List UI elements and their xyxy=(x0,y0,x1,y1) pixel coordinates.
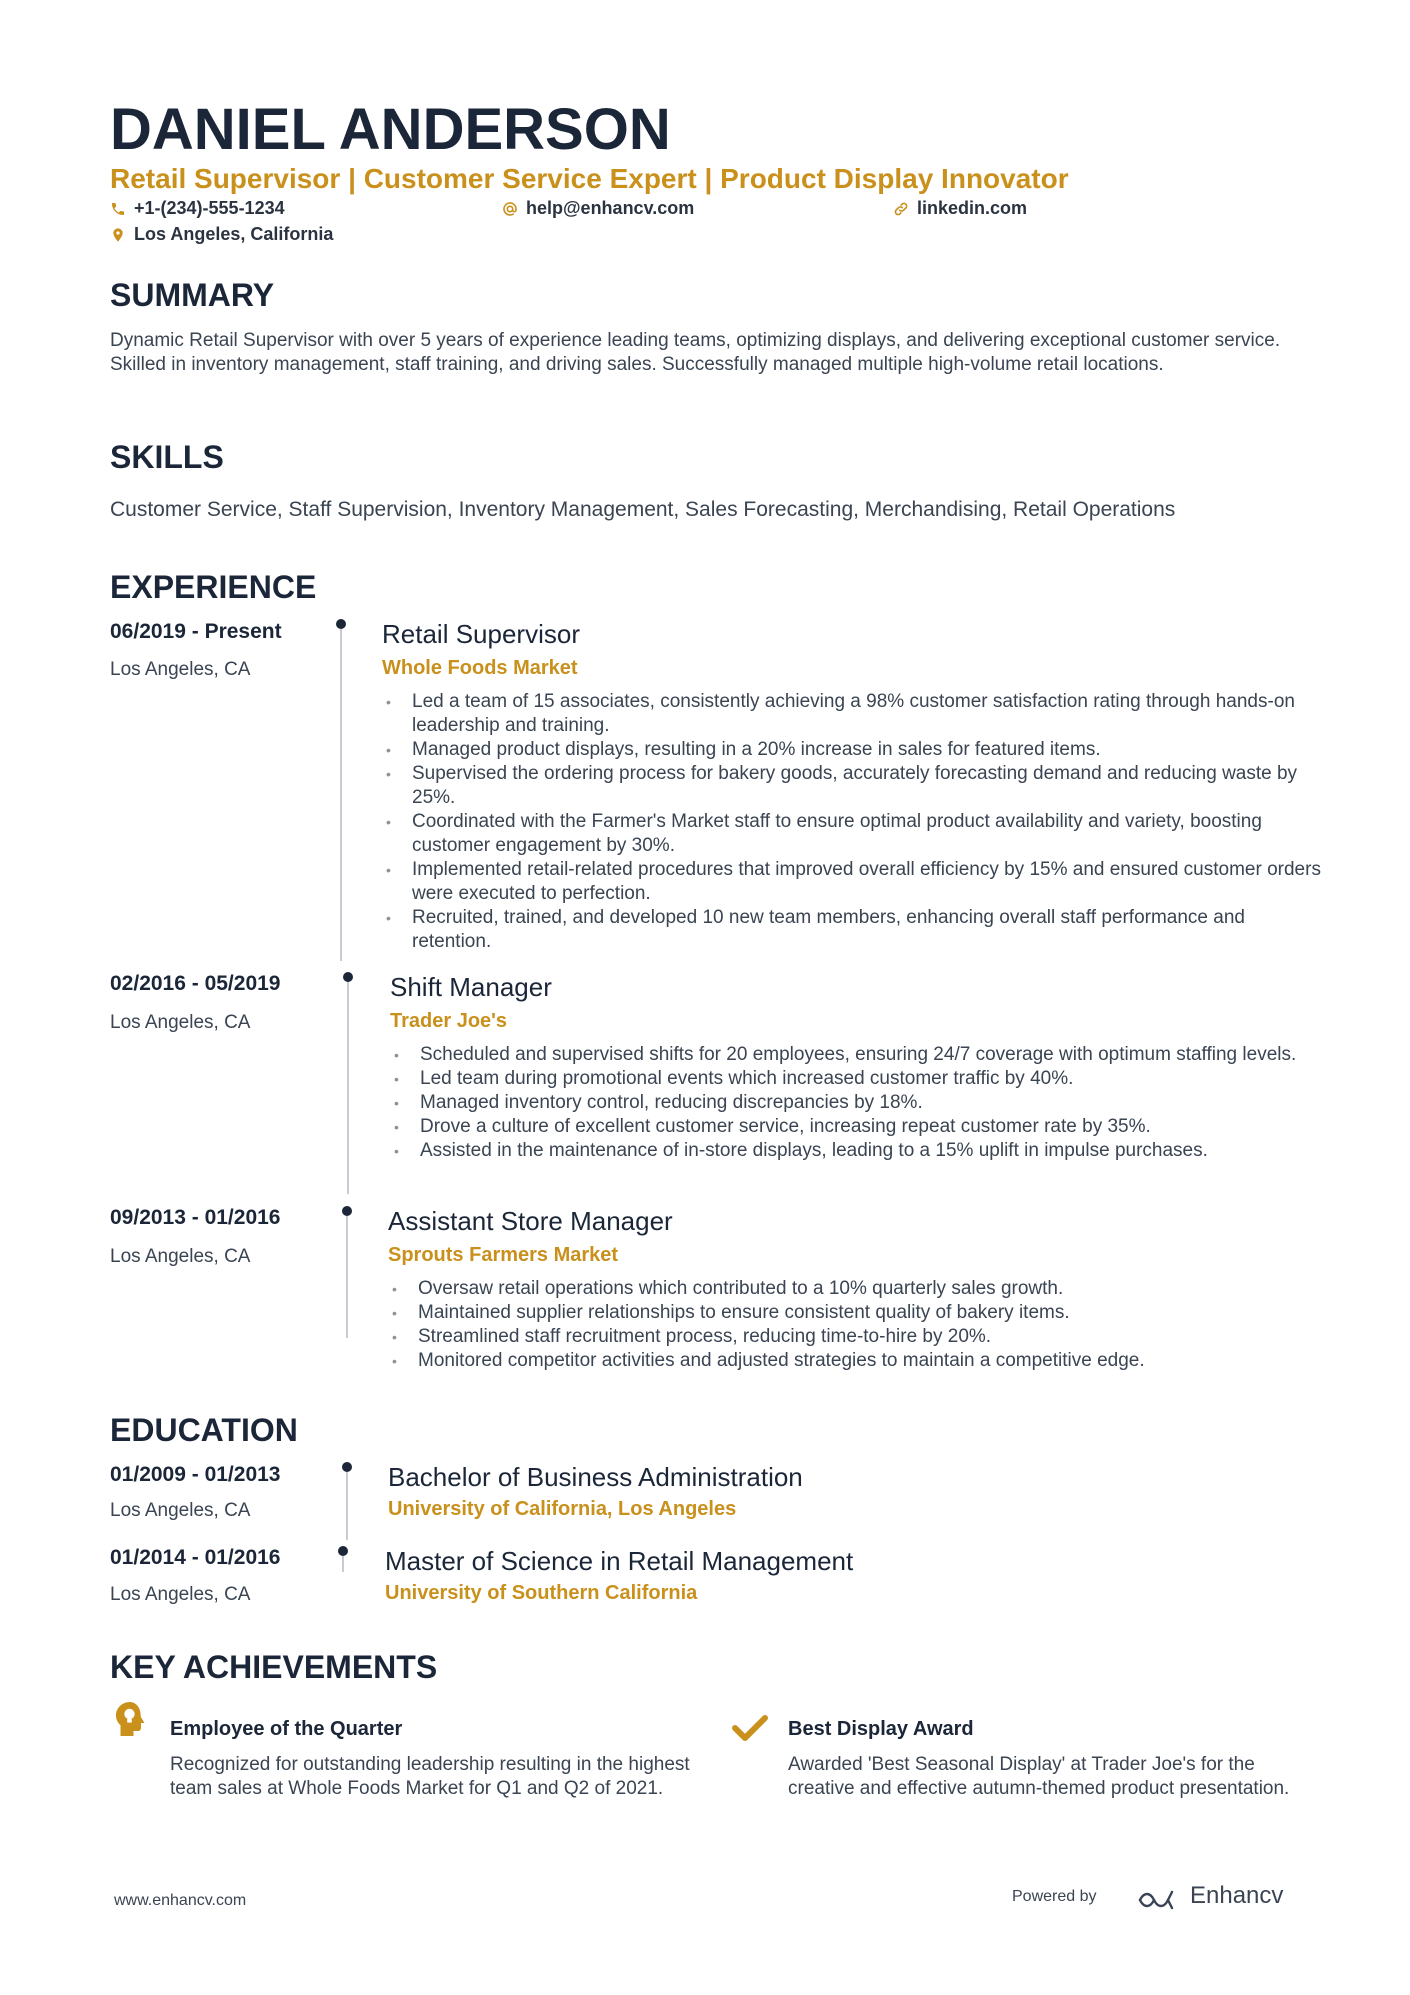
list-item: • Recruited, trained, and developed 10 new team members, enhancing overall staff performance and retention. xyxy=(382,906,1322,954)
list-item: • Implemented retail-related procedures that improved overall efficiency by 15% and ensured customer orders were executed to perfection. xyxy=(382,858,1322,906)
job-dates: 02/2016 - 05/2019 xyxy=(110,972,281,995)
job-role: Shift Manager xyxy=(390,972,552,1002)
job-dates: 06/2019 - Present xyxy=(110,620,282,643)
timeline-dot xyxy=(343,972,353,982)
job-location: Los Angeles, CA xyxy=(110,659,251,680)
contact-phone xyxy=(110,198,285,219)
job-bullets xyxy=(388,1277,1328,1373)
enhancv-logo-icon xyxy=(1136,1888,1182,1912)
job-location: Los Angeles, CA xyxy=(110,1246,251,1267)
footer-website[interactable]: www.enhancv.com xyxy=(114,1892,247,1909)
timeline-dot xyxy=(336,619,346,629)
timeline-line xyxy=(347,982,349,1194)
timeline-line xyxy=(346,1472,348,1540)
job-bullets xyxy=(390,1043,1330,1163)
at-icon xyxy=(502,201,518,217)
list-item: • Supervised the ordering process for bakery goods, accurately forecasting demand and reducing waste by 25%. xyxy=(382,762,1322,810)
achievement-title: Employee of the Quarter xyxy=(170,1718,403,1740)
list-item: • Led team during promotional events which increased customer traffic by 40%. xyxy=(390,1067,1330,1091)
education-dates: 01/2009 - 01/2013 xyxy=(110,1463,281,1486)
skills-heading: SKILLS xyxy=(110,439,224,475)
location-pin-icon xyxy=(110,227,126,243)
list-item: • Oversaw retail operations which contributed to a 10% quarterly sales growth. xyxy=(388,1277,1328,1301)
education-dates: 01/2014 - 01/2016 xyxy=(110,1546,281,1569)
job-role: Retail Supervisor xyxy=(382,619,580,649)
list-item: • Streamlined staff recruitment process, reducing time-to-hire by 20%. xyxy=(388,1325,1328,1349)
list-item: • Managed inventory control, reducing discrepancies by 18%. xyxy=(390,1091,1330,1115)
achievements-heading: KEY ACHIEVEMENTS xyxy=(110,1649,438,1685)
job-role: Assistant Store Manager xyxy=(388,1206,673,1236)
education-location: Los Angeles, CA xyxy=(110,1584,251,1605)
job-bullets xyxy=(382,690,1322,954)
list-item: • Scheduled and supervised shifts for 20 employees, ensuring 24/7 coverage with optimum staffing levels. xyxy=(390,1043,1330,1067)
list-item: • Assisted in the maintenance of in-store displays, leading to a 15% uplift in impulse purchases. xyxy=(390,1139,1330,1163)
contact-location xyxy=(110,224,333,245)
list-item: • Monitored competitor activities and adjusted strategies to maintain a competitive edge. xyxy=(388,1349,1328,1373)
summary-text: Dynamic Retail Supervisor with over 5 years of experience leading teams, optimizing displays, and delivering exceptional customer service. Skilled in inventory management, staff training, and driving sales. Successfully managed multiple high-volume retail locations. xyxy=(110,330,1281,375)
timeline-line xyxy=(346,1216,348,1338)
job-company: Whole Foods Market xyxy=(382,657,578,679)
candidate-name: DANIEL ANDERSON xyxy=(110,97,671,162)
phone-icon xyxy=(110,201,126,217)
summary-heading: SUMMARY xyxy=(110,277,275,313)
list-item: • Drove a culture of excellent customer service, increasing repeat customer rate by 35%. xyxy=(390,1115,1330,1139)
education-school: University of California, Los Angeles xyxy=(388,1498,737,1520)
list-item: • Led a team of 15 associates, consistently achieving a 98% customer satisfaction rating through hands-on leadership and training. xyxy=(382,690,1322,738)
list-item: • Coordinated with the Farmer's Market staff to ensure optimal product availability and variety, boosting customer engagement by 30%. xyxy=(382,810,1322,858)
job-location: Los Angeles, CA xyxy=(110,1012,251,1033)
job-company: Sprouts Farmers Market xyxy=(388,1244,619,1266)
phone-text[interactable]: +1-(234)-555-1234 xyxy=(134,198,285,218)
email-text[interactable]: help@enhancv.com xyxy=(526,198,695,218)
education-heading: EDUCATION xyxy=(110,1412,298,1448)
education-degree: Master of Science in Retail Management xyxy=(385,1546,854,1576)
timeline-dot xyxy=(338,1546,348,1556)
timeline-dot xyxy=(342,1206,352,1216)
list-item: • Managed product displays, resulting in a 20% increase in sales for featured items. xyxy=(382,738,1322,762)
contact-email xyxy=(502,198,694,219)
footer-powered-by: Powered by xyxy=(1012,1888,1097,1905)
timeline-dot xyxy=(342,1462,352,1472)
experience-heading: EXPERIENCE xyxy=(110,569,317,605)
link-icon xyxy=(893,201,909,217)
achievement-title: Best Display Award xyxy=(788,1718,974,1740)
timeline-line xyxy=(342,1556,344,1572)
achievement-text: Awarded 'Best Seasonal Display' at Trader Joe's for the creative and effective autumn-themed product presentation. xyxy=(788,1754,1290,1799)
location-text: Los Angeles, California xyxy=(134,224,334,244)
job-dates: 09/2013 - 01/2016 xyxy=(110,1206,281,1229)
timeline-line xyxy=(340,629,342,961)
job-company: Trader Joe's xyxy=(390,1010,508,1032)
education-location: Los Angeles, CA xyxy=(110,1500,251,1521)
education-degree: Bachelor of Business Administration xyxy=(388,1462,803,1492)
head-lightbulb-icon xyxy=(114,1700,148,1738)
tagline: Retail Supervisor | Customer Service Expert | Product Display Innovator xyxy=(110,163,1069,194)
achievement-text: Recognized for outstanding leadership resulting in the highest team sales at Whole Foods Market for Q1 and Q2 of 2021. xyxy=(170,1754,690,1799)
education-school: University of Southern California xyxy=(385,1582,698,1604)
checkmark-icon xyxy=(732,1714,768,1742)
list-item: • Maintained supplier relationships to ensure consistent quality of bakery items. xyxy=(388,1301,1328,1325)
skills-text: Customer Service, Staff Supervision, Inventory Management, Sales Forecasting, Merchandising, Retail Operations xyxy=(110,498,1176,521)
linkedin-text[interactable]: linkedin.com xyxy=(917,198,1028,218)
contact-linkedin xyxy=(893,198,1027,219)
footer-brand: Enhancv xyxy=(1190,1882,1284,1909)
